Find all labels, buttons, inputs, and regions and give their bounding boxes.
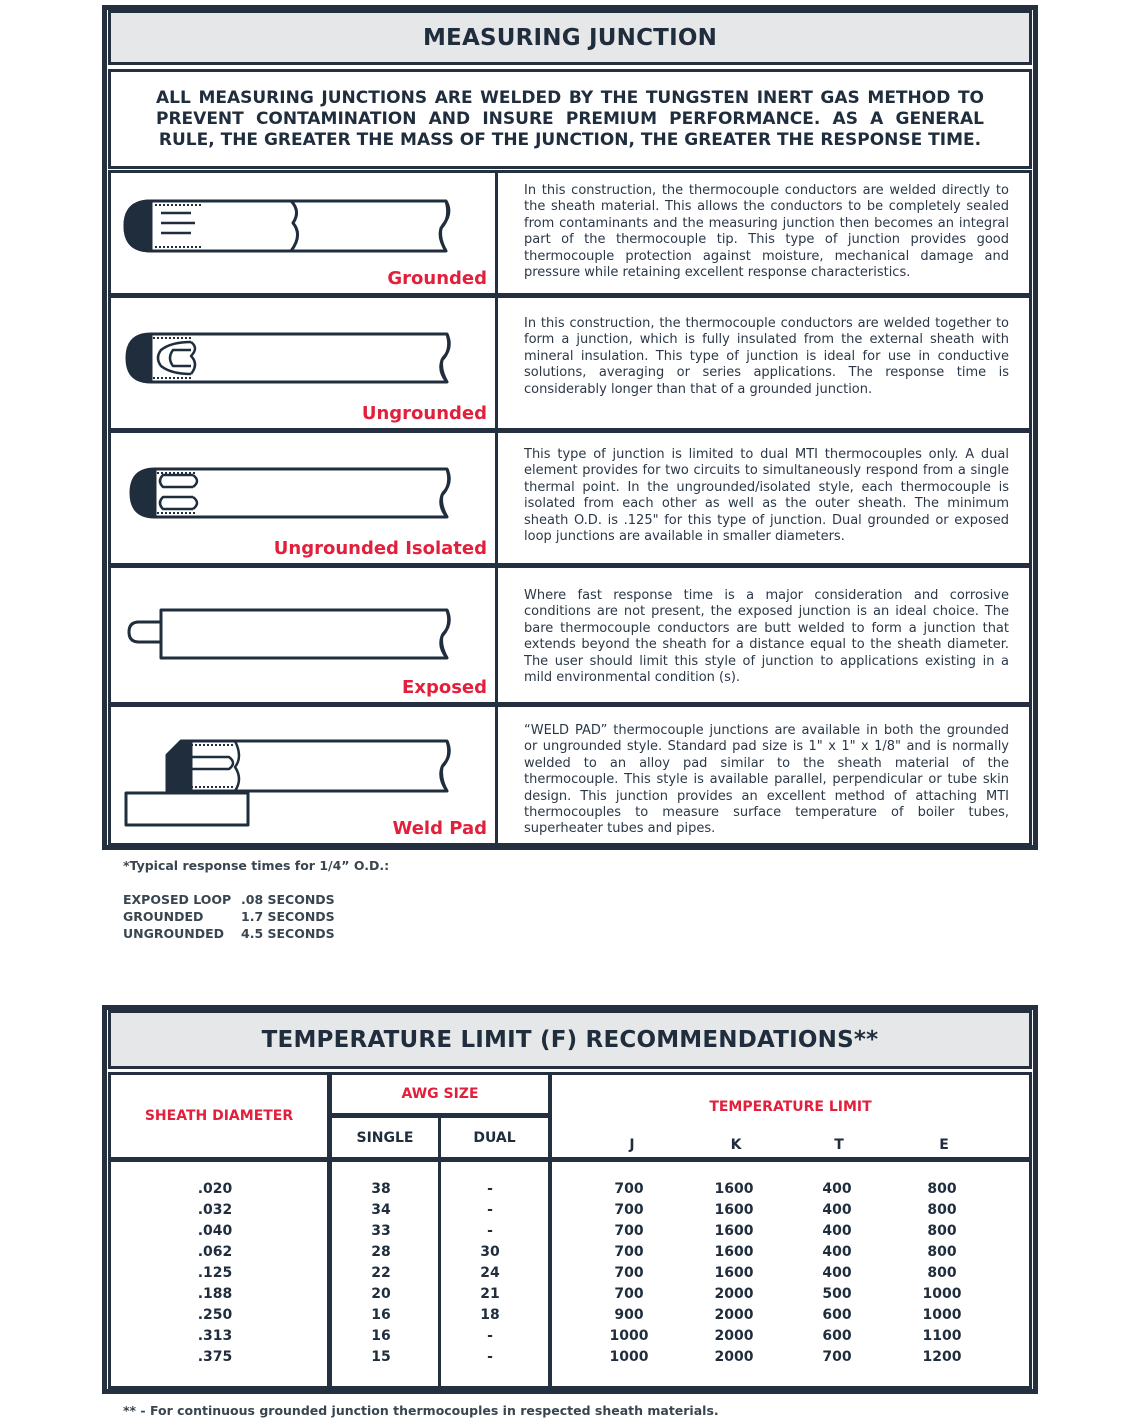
response-times-list	[123, 891, 335, 942]
j-header: J	[629, 1137, 635, 1153]
measuring-junction-header	[108, 10, 1032, 65]
temperature-limit-header-cell	[549, 1072, 1032, 1160]
table-cell-e: 800	[927, 1223, 957, 1239]
response-item-value: 4.5 SECONDS	[241, 926, 335, 941]
junction-description: Where fast response time is a major consideration and corrosive conditions are not present, the exposed junction is an ideal choice. The bare thermocouple conductors are butt welded to form a junction that extends beyond the sheath for a distance equal to the sheath diameter. The user should limit this style of junction to applications existing in a mild environmental condition (s).	[524, 588, 1009, 686]
table-cell-d: .020	[197, 1181, 233, 1197]
intro-text: ALL MEASURING JUNCTIONS ARE WELDED BY THE TUNGSTEN INERT GAS METHOD TO PREVENT CONTAMINATION AND INSURE PREMIUM PERFORMANCE. AS A GENERAL RULE, THE GREATER THE MASS OF THE JUNCTION, THE GREATER THE RESPONSE TIME.	[156, 87, 984, 150]
table-cell-j: 1000	[609, 1328, 649, 1344]
table-cell-du: 30	[480, 1244, 500, 1260]
response-item	[123, 908, 335, 925]
table-cell-k: 1600	[714, 1181, 754, 1197]
measuring-junction-title: MEASURING JUNCTION	[422, 24, 718, 51]
table-cell-e: 800	[927, 1181, 957, 1197]
junction-row-exposed	[108, 565, 1032, 705]
table-cell-du: 21	[480, 1286, 500, 1302]
table-cell-j: 700	[614, 1223, 644, 1239]
table-cell-j: 700	[614, 1181, 644, 1197]
junction-row-ungrounded-isolated	[108, 430, 1032, 566]
table-cell-e: 1000	[922, 1307, 962, 1323]
table-cell-s: 38	[371, 1181, 391, 1197]
table-cell-e: 800	[927, 1202, 957, 1218]
awg-size-header-cell	[329, 1072, 551, 1116]
junction-label: Ungrounded Isolated	[273, 538, 487, 559]
response-item	[123, 925, 335, 942]
table-cell-du: -	[487, 1328, 493, 1344]
table-cell-du: 24	[480, 1265, 500, 1281]
junction-label: Grounded	[387, 268, 487, 289]
t-header: T	[834, 1137, 844, 1153]
table-cell-j: 700	[614, 1286, 644, 1302]
table-cell-k: 1600	[714, 1265, 754, 1281]
table-cell-j: 700	[614, 1265, 644, 1281]
ungrounded-image-cell	[111, 298, 498, 428]
junction-label: Weld Pad	[392, 818, 487, 839]
junction-row-grounded	[108, 170, 1032, 296]
temperature-header	[108, 1010, 1032, 1069]
table-cell-s: 34	[371, 1202, 391, 1218]
table-cell-d: .062	[197, 1244, 233, 1260]
response-item-name: EXPOSED LOOP	[123, 892, 232, 907]
table-cell-t: 500	[822, 1286, 852, 1302]
sheath-diameter-header-cell	[108, 1072, 330, 1160]
table-cell-k: 2000	[714, 1349, 754, 1365]
response-item-name: GROUNDED	[123, 909, 204, 924]
table-cell-d: .032	[197, 1202, 233, 1218]
response-item-name: UNGROUNDED	[123, 926, 225, 941]
table-cell-j: 900	[614, 1307, 644, 1323]
dual-header-cell	[438, 1115, 551, 1160]
sheath-diameter-header: SHEATH DIAMETER	[144, 1108, 294, 1124]
table-cell-d: .313	[197, 1328, 233, 1344]
table-cell-t: 600	[822, 1328, 852, 1344]
junction-label: Exposed	[402, 677, 487, 698]
junction-row-weld-pad	[108, 704, 1032, 846]
table-cell-s: 16	[371, 1328, 391, 1344]
table-cell-d: .125	[197, 1265, 233, 1281]
table-cell-t: 400	[822, 1244, 852, 1260]
junction-description: This type of junction is limited to dual MTI thermocouples only. A dual element provides for two circuits to simultaneously respond from a single thermal point. In the ungrounded/isolated style, each thermocouple is isolated from each other as well as the outer sheath. The minimum sheath O.D. is .125" for this type of junction. Dual grounded or exposed loop junctions are available in smaller diameters.	[524, 447, 1009, 545]
table-cell-k: 1600	[714, 1223, 754, 1239]
awg-size-header: AWG SIZE	[401, 1086, 479, 1102]
table-cell-s: 33	[371, 1223, 391, 1239]
exposed-image-cell	[111, 568, 498, 702]
table-cell-s: 22	[371, 1265, 391, 1281]
table-cell-k: 2000	[714, 1307, 754, 1323]
response-time-note: *Typical response times for 1/4” O.D.:	[123, 858, 390, 873]
table-cell-e: 800	[927, 1244, 957, 1260]
table-cell-e: 800	[927, 1265, 957, 1281]
table-cell-e: 1000	[922, 1286, 962, 1302]
table-cell-t: 700	[822, 1349, 852, 1365]
dual-header: DUAL	[473, 1129, 516, 1146]
table-cell-d: .375	[197, 1349, 233, 1365]
temperature-limit-header: TEMPERATURE LIMIT	[709, 1099, 872, 1115]
table-cell-s: 15	[371, 1349, 391, 1365]
single-header-cell	[329, 1115, 441, 1160]
single-header: SINGLE	[356, 1129, 414, 1146]
response-item	[123, 891, 335, 908]
junction-description: In this construction, the thermocouple conductors are welded together to form a junction, which is fully insulated from the external sheath with mineral insulation. This type of junction is ideal for use in conductive solutions, averaging or series applications. The response time is considerably longer than that of a grounded junction.	[524, 316, 1009, 397]
table-cell-k: 1600	[714, 1244, 754, 1260]
response-item-value: .08 SECONDS	[241, 892, 335, 907]
table-cell-d: .250	[197, 1307, 233, 1323]
table-cell-t: 400	[822, 1202, 852, 1218]
table-cell-t: 400	[822, 1223, 852, 1239]
table-cell-d: .188	[197, 1286, 233, 1302]
table-cell-t: 400	[822, 1265, 852, 1281]
grounded-image-cell	[111, 173, 498, 293]
e-header: E	[939, 1137, 949, 1153]
temperature-footnote: ** - For continuous grounded junction thermocouples in respected sheath materials.	[123, 1403, 719, 1418]
table-cell-e: 1200	[922, 1349, 962, 1365]
table-cell-t: 600	[822, 1307, 852, 1323]
response-item-value: 1.7 SECONDS	[241, 909, 335, 924]
table-cell-s: 28	[371, 1244, 391, 1260]
table-cell-du: -	[487, 1202, 493, 1218]
table-cell-s: 20	[371, 1286, 391, 1302]
junction-description: “WELD PAD” thermocouple junctions are available in both the grounded or ungrounded style. Standard pad size is 1" x 1" x 1/8" and is normally welded to an alloy pad similar to the sheath material of the thermocouple. This style is available parallel, perpendicular or tube skin design. This junction provides an excellent method of attaching MTI thermocouples to measure surface temperature of boiler tubes, superheater tubes and pipes.	[524, 723, 1009, 837]
table-cell-d: .040	[197, 1223, 233, 1239]
junction-description: In this construction, the thermocouple conductors are welded directly to the sheath material. This allows the conductors to be completely sealed from contaminants and the measuring junction then becomes an integral part of the thermocouple tip. This type of junction provides good thermocouple protection against moisture, mechanical damage and pressure while retaining excellent response characteristics.	[524, 183, 1009, 281]
junction-label: Ungrounded	[361, 403, 487, 424]
table-cell-du: -	[487, 1223, 493, 1239]
table-cell-t: 400	[822, 1181, 852, 1197]
table-cell-du: -	[487, 1349, 493, 1365]
k-header: K	[730, 1137, 742, 1153]
table-cell-du: -	[487, 1181, 493, 1197]
intro-box	[108, 69, 1032, 169]
table-cell-e: 1100	[922, 1328, 962, 1344]
junction-row-ungrounded	[108, 295, 1032, 431]
table-cell-k: 2000	[714, 1286, 754, 1302]
temperature-title: TEMPERATURE LIMIT (F) RECOMMENDATIONS**	[261, 1026, 879, 1053]
table-cell-j: 700	[614, 1244, 644, 1260]
table-cell-j: 1000	[609, 1349, 649, 1365]
table-cell-s: 16	[371, 1307, 391, 1323]
ungrounded-isolated-image-cell	[111, 433, 498, 563]
table-cell-k: 2000	[714, 1328, 754, 1344]
table-cell-j: 700	[614, 1202, 644, 1218]
table-cell-du: 18	[480, 1307, 500, 1323]
table-cell-k: 1600	[714, 1202, 754, 1218]
weld-pad-image-cell	[111, 707, 498, 843]
